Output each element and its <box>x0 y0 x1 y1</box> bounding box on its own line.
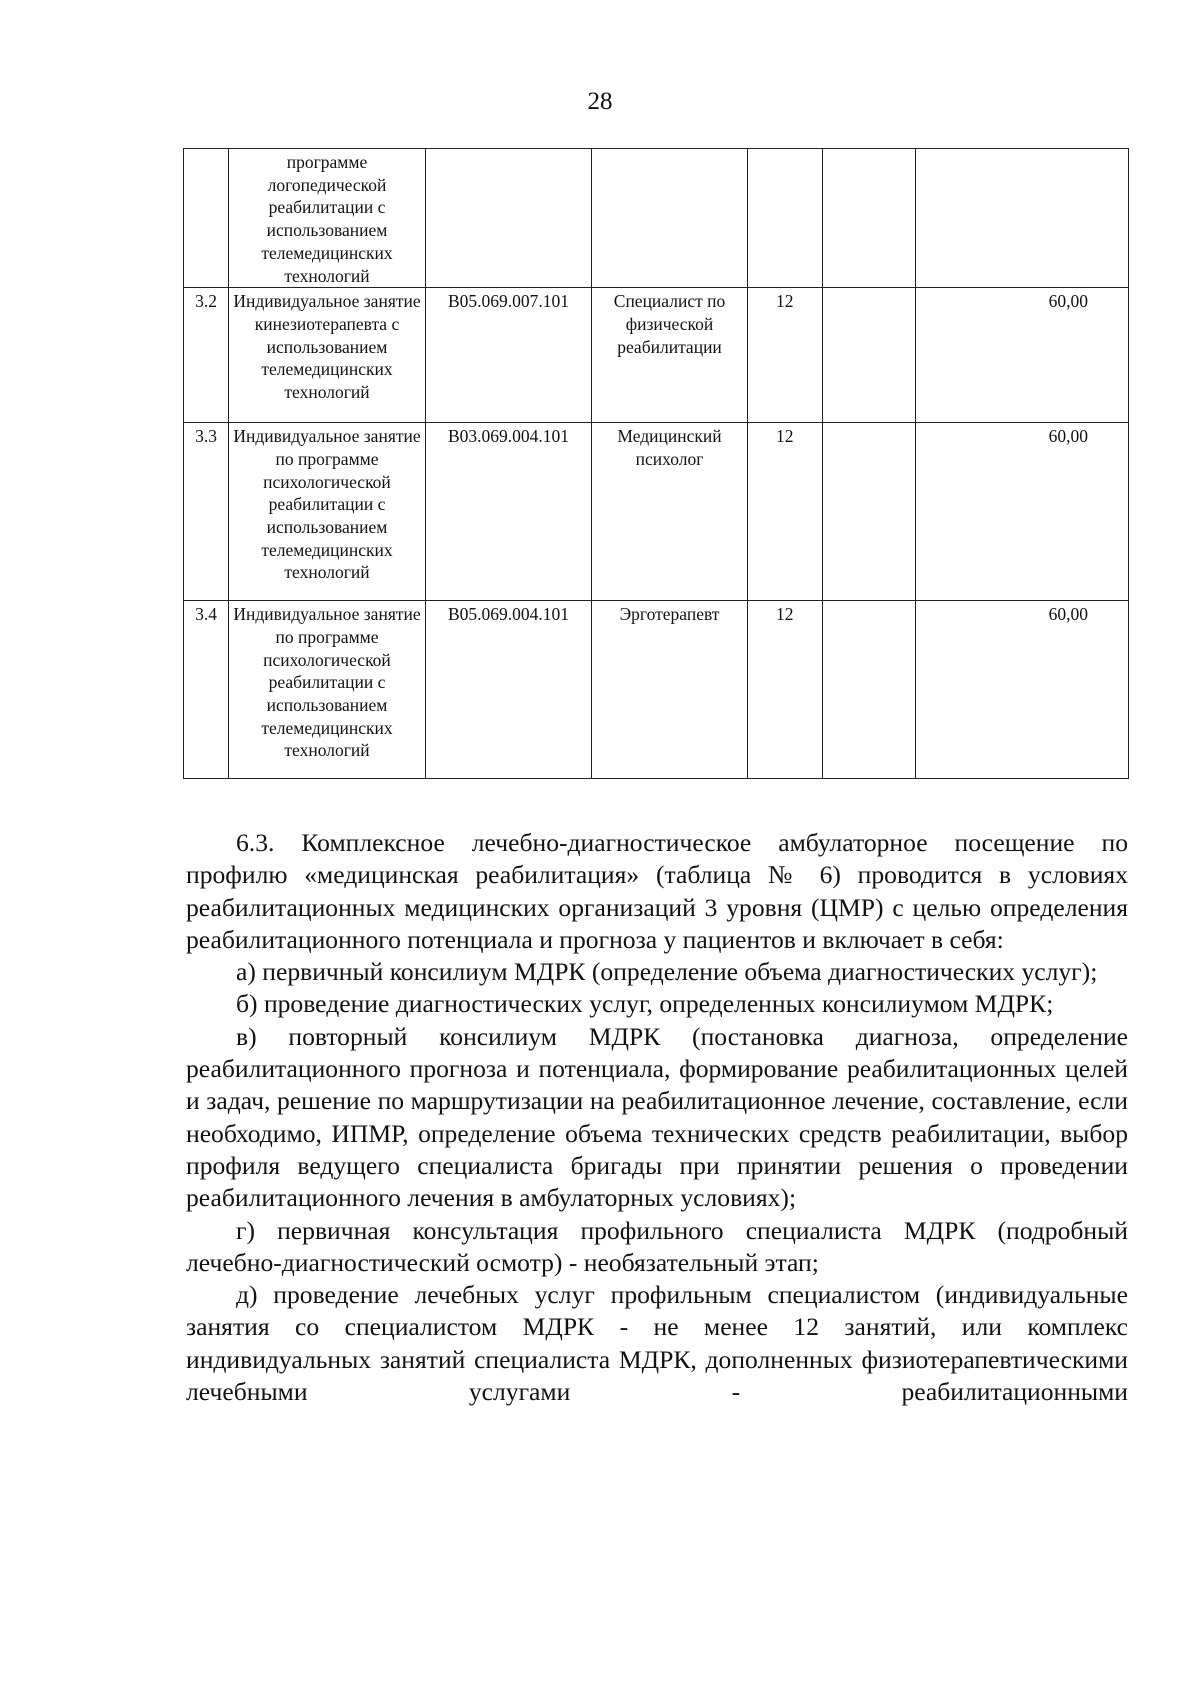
specialist: Эрготерапевт <box>592 601 748 779</box>
list-item-d: д) проведение лечебных услуг профильным специалистом (индивидуальные занятия со специалистом МДРК - не менее 12 занятий, или комплекс индивидуальных занятий специалиста МДРК, дополненных физиотерапевтическими лечебными услугами - реабилитационными <box>186 1280 1128 1407</box>
page-number: 28 <box>587 88 613 115</box>
list-item-b: б) проведение диагностических услуг, определенных консилиумом МДРК; <box>236 989 1054 1019</box>
price: 60,00 <box>916 601 1129 779</box>
empty-cell <box>823 423 916 601</box>
row-number: 3.3 <box>184 423 229 601</box>
paragraph-6-3: 6.3. Комплексное лечебно-диагностическое амбулаторное посещение по профилю «медицинская реабилитация» (таблица № 6) проводится в условиях реабилитационных медицинских организаций 3 уровня (ЦМР) с целью определения реабилитационного потенциала и прогноза у пациентов и включает в себя: <box>186 828 1128 954</box>
specialist: Специалист по физической реабилитации <box>592 288 748 423</box>
empty-cell <box>823 601 916 779</box>
row-number: 3.2 <box>184 288 229 423</box>
empty-cell <box>823 149 916 288</box>
table-row <box>184 601 1129 779</box>
body-text <box>186 827 1128 1408</box>
price: 60,00 <box>916 288 1129 423</box>
list-item-a: а) первичный консилиум МДРК (определение объема диагностических услуг); <box>236 957 1098 987</box>
row-number <box>184 149 229 288</box>
service-name: Индивидуальное занятие кинезиотерапевта с использованием телемедицинских технологий <box>229 288 426 423</box>
list-item-g: г) первичная консультация профильного специалиста МДРК (подробный лечебно-диагностический осмотр) - необязательный этап; <box>186 1215 1128 1277</box>
service-code: B03.069.004.101 <box>426 423 592 601</box>
session-count: 12 <box>748 601 823 779</box>
table-row <box>184 149 1129 288</box>
specialist <box>592 149 748 288</box>
session-count: 12 <box>748 288 823 423</box>
table-row <box>184 288 1129 423</box>
service-name: Индивидуальное занятие по программе психологической реабилитации с использованием телемедицинских технологий <box>229 423 426 601</box>
service-code: B05.069.007.101 <box>426 288 592 423</box>
service-name: программе логопедической реабилитации с использованием телемедицинских технологий <box>229 149 426 288</box>
service-name: Индивидуальное занятие по программе психологической реабилитации с использованием телемедицинских технологий <box>229 601 426 779</box>
price <box>916 149 1129 288</box>
session-count: 12 <box>748 423 823 601</box>
empty-cell <box>823 288 916 423</box>
list-item-v: в) повторный консилиум МДРК (постановка диагноза, определение реабилитационного прогноза и потенциала, формирование реабилитационных целей и задач, решение по маршрутизации на реабилитационное лечение, составление, если необходимо, ИПМР, определение объема технических средств реабилитации, выбор профиля ведущего специалиста бригады при принятии решения о проведении реабилитационного лечения в амбулаторных условиях); <box>186 1021 1128 1213</box>
session-count <box>748 149 823 288</box>
price: 60,00 <box>916 423 1129 601</box>
service-code <box>426 149 592 288</box>
services-table <box>183 148 1129 779</box>
service-code: B05.069.004.101 <box>426 601 592 779</box>
specialist: Медицинский психолог <box>592 423 748 601</box>
table-row <box>184 423 1129 601</box>
row-number: 3.4 <box>184 601 229 779</box>
